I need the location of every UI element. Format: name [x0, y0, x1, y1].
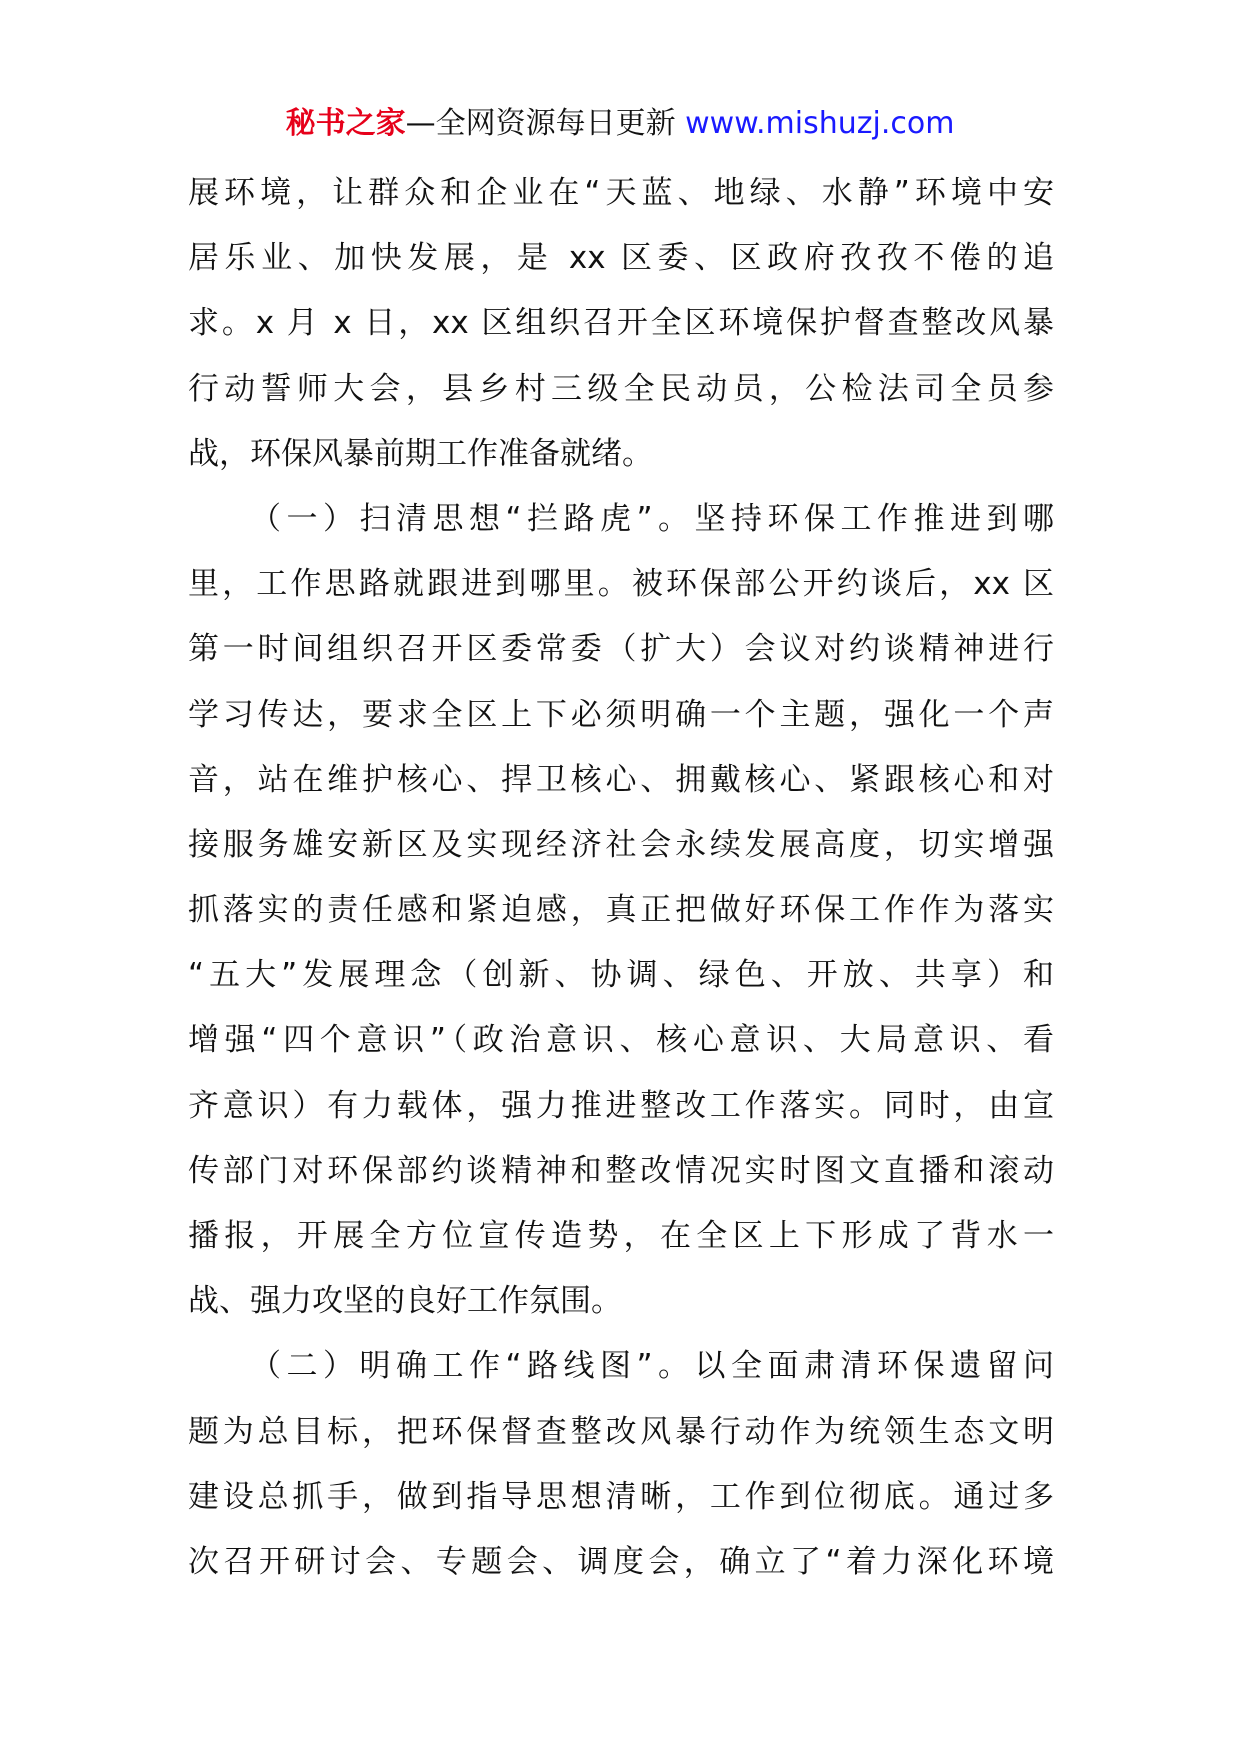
text-line: 行动誓师大会，县乡村三级全民动员，公检法司全员参 — [188, 370, 1054, 407]
section-heading-line: （一）扫清思想“拦路虎”。坚持环保工作推进到哪 — [250, 500, 1054, 537]
text-line: 题为总目标，把环保督查整改风暴行动作为统领生态文明 — [188, 1413, 1054, 1450]
text-line: 抓落实的责任感和紧迫感，真正把做好环保工作作为落实 — [188, 892, 1054, 929]
text-line: “五大”发展理念（创新、协调、绿色、开放、共享）和 — [188, 957, 1054, 994]
page-header — [0, 100, 1240, 148]
text-line: 音，站在维护核心、捍卫核心、拥戴核心、紧跟核心和对 — [188, 761, 1054, 798]
text-line: 接服务雄安新区及实现经济社会永续发展高度，切实增强 — [188, 826, 1054, 863]
section-heading-line: （二）明确工作“路线图”。以全面肃清环保遗留问 — [250, 1348, 1054, 1385]
text-line: 居乐业、加快发展，是 xx 区委、区政府孜孜不倦的追 — [188, 240, 1054, 277]
header-tagline: —全网资源每日更新 — [405, 106, 676, 141]
header-url-link[interactable]: www.mishuzj.com — [685, 106, 955, 141]
text-line: 次召开研讨会、专题会、调度会，确立了“着力深化环境 — [188, 1543, 1054, 1580]
text-line: 展环境，让群众和企业在“天蓝、地绿、水静”环境中安 — [188, 175, 1054, 211]
text-line: 建设总抓手，做到指导思想清晰，工作到位彻底。通过多 — [188, 1478, 1054, 1515]
text-line: 里，工作思路就跟进到哪里。被环保部公开约谈后，xx 区 — [188, 566, 1054, 603]
text-line: 第一时间组织召开区委常委（扩大）会议对约谈精神进行 — [188, 631, 1054, 668]
document-body — [188, 161, 1054, 1595]
text-line: 战，环保风暴前期工作准备就绪。 — [188, 435, 653, 472]
text-line: 学习传达，要求全区上下必须明确一个主题，强化一个声 — [188, 696, 1054, 733]
text-line: 播报，开展全方位宣传造势，在全区上下形成了背水一 — [188, 1218, 1054, 1254]
header-brand: 秘书之家 — [285, 106, 406, 141]
text-line: 求。x 月 x 日，xx 区组织召开全区环境保护督查整改风暴 — [188, 305, 1054, 342]
text-line: 增强“四个意识”（政治意识、核心意识、大局意识、看 — [188, 1022, 1054, 1059]
text-line: 传部门对环保部约谈精神和整改情况实时图文直播和滚动 — [188, 1152, 1054, 1189]
text-line: 战、强力攻坚的良好工作氛围。 — [188, 1283, 622, 1320]
text-line: 齐意识）有力载体，强力推进整改工作落实。同时，由宣 — [188, 1087, 1054, 1124]
